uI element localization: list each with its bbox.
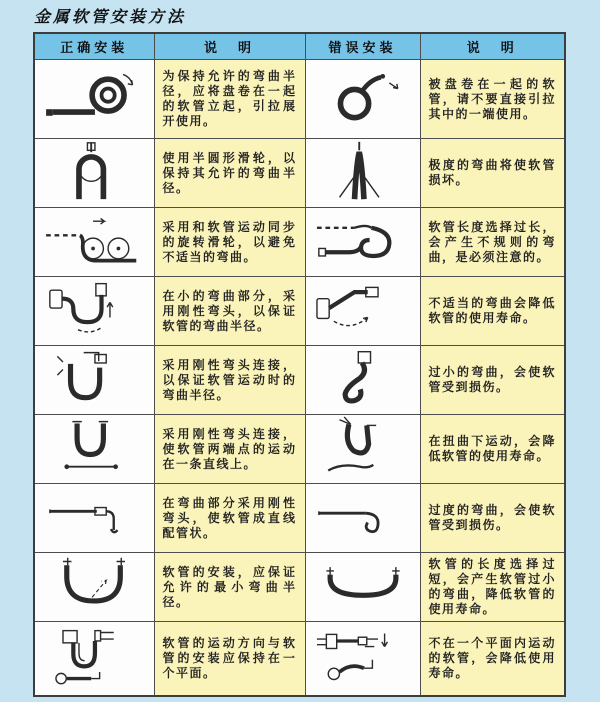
error-description: 软管长度选择过长，会产生不规则的弯曲，是必须注意的。 (420, 208, 565, 277)
rigid-elbow-u-hang-illustration (42, 347, 146, 409)
table-row (34, 208, 565, 277)
error-description: 被盘卷在一起的软管，请不要直接引拉其中的一端使用。 (420, 60, 565, 139)
error-description: 软管的长度选择过短，会产生软管过小的弯曲，降低软管的使用寿命。 (420, 553, 565, 622)
page-title: 金属软管安装方法 (34, 7, 187, 26)
error-description: 过小的弯曲，会使软管受到损伤。 (420, 346, 565, 415)
too-short-hose-illustration (311, 554, 415, 616)
header-correct-install: 正确安装 (34, 33, 154, 60)
correct-illustration-cell (34, 139, 154, 208)
table-row (34, 60, 565, 139)
table-row (34, 484, 565, 553)
twisted-u-bend-illustration (311, 416, 415, 478)
table-row (34, 346, 565, 415)
same-plane-motion-illustration (42, 625, 146, 687)
error-illustration-cell (305, 415, 420, 484)
error-description: 过度的弯曲，会使软管受到损伤。 (420, 484, 565, 553)
error-illustration-cell (305, 277, 420, 346)
installation-table (33, 32, 566, 697)
undersized-bend-hook-illustration (311, 347, 415, 409)
correct-description: 软管的运动方向与软管的安装应保持在一个平面。 (154, 622, 305, 696)
header-wrong-description: 说 明 (420, 33, 565, 60)
improper-bend-illustration (311, 278, 415, 340)
excessive-bend-curl-illustration (311, 485, 415, 547)
error-description: 在扭曲下运动，会降低软管的使用寿命。 (420, 415, 565, 484)
rigid-elbow-small-bend-illustration (42, 278, 146, 340)
correct-illustration-cell (34, 208, 154, 277)
correct-illustration-cell (34, 622, 154, 696)
correct-illustration-cell (34, 60, 154, 139)
correct-description: 使用半圆形滑轮，以保持其允许的弯曲半径。 (154, 139, 305, 208)
correct-illustration-cell (34, 346, 154, 415)
extreme-bend-illustration (311, 140, 415, 202)
header-correct-description: 说 明 (154, 33, 305, 60)
correct-illustration-cell (34, 415, 154, 484)
error-illustration-cell (305, 139, 420, 208)
correct-illustration-cell (34, 484, 154, 553)
correct-description: 采用和软管运动同步的旋转滑轮，以避免不适当的弯曲。 (154, 208, 305, 277)
table-row (34, 415, 565, 484)
header-row (34, 33, 565, 60)
coiled-hose-unwound-illustration (42, 66, 146, 128)
correct-description: 采用刚性弯头连接，使软管两端点的运动在一条直线上。 (154, 415, 305, 484)
correct-illustration-cell (34, 553, 154, 622)
correct-description: 在小的弯曲部分，采用刚性弯头，以保证软管的弯曲半径。 (154, 277, 305, 346)
table-row (34, 622, 565, 696)
correct-illustration-cell (34, 277, 154, 346)
u-bend-straight-motion-illustration (42, 416, 146, 478)
table-row (34, 277, 565, 346)
page (0, 4, 600, 697)
error-description: 不在一个平面内运动的软管，会降低使用寿命。 (420, 622, 565, 696)
error-description: 不适当的弯曲会降低软管的使用寿命。 (420, 277, 565, 346)
table-row (34, 139, 565, 208)
straight-piping-elbow-illustration (42, 485, 146, 547)
correct-description: 软管的安装，应保证允许的最小弯曲半径。 (154, 553, 305, 622)
error-illustration-cell (305, 553, 420, 622)
error-description: 极度的弯曲将使软管损坏。 (420, 139, 565, 208)
semicircular-pulley-illustration (42, 140, 146, 202)
rotating-pulleys-illustration (42, 209, 146, 271)
correct-description: 采用刚性弯头连接，以保证软管运动时的弯曲半径。 (154, 346, 305, 415)
out-of-plane-motion-illustration (311, 625, 415, 687)
error-illustration-cell (305, 208, 420, 277)
error-illustration-cell (305, 484, 420, 553)
overlong-hose-loop-illustration (311, 209, 415, 271)
correct-description: 在弯曲部分采用刚性弯头，使软管成直线配管状。 (154, 484, 305, 553)
correct-description: 为保持允许的弯曲半径，应将盘卷在一起的软管立起，引拉展开使用。 (154, 60, 305, 139)
error-illustration-cell (305, 60, 420, 139)
coiled-hose-pulled-end-illustration (311, 66, 415, 128)
error-illustration-cell (305, 346, 420, 415)
header-wrong-install: 错误安装 (305, 33, 420, 60)
table-row (34, 553, 565, 622)
min-bend-radius-u-illustration (42, 554, 146, 616)
error-illustration-cell (305, 622, 420, 696)
